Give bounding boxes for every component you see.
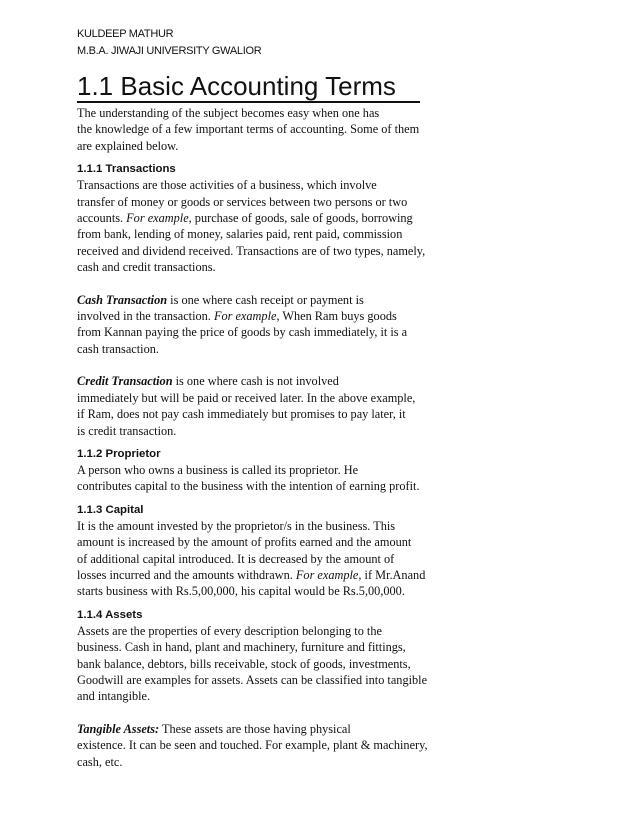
paragraph-line: cash and credit transactions. — [77, 260, 216, 275]
paragraph-line — [77, 721, 577, 737]
paragraph-line: contributes capital to the business with the intention of earning profit. — [77, 479, 420, 494]
text-run: involved in the transaction. — [77, 309, 214, 324]
intro-line: the knowledge of a few important terms of accounting. Some of them — [77, 122, 420, 137]
paragraph-line: received and dividend received. Transactions are of two types, namely, — [77, 243, 426, 258]
paragraph-line: starts business with Rs.5,00,000, his capital would be Rs.5,00,000. — [77, 584, 405, 599]
section-heading-transactions: 1.1.1 Transactions — [77, 163, 176, 176]
intro-paragraph — [77, 105, 577, 154]
intro-line: are explained below. — [77, 138, 179, 153]
assets-paragraph — [77, 623, 577, 705]
example-emphasis: For example, — [126, 211, 192, 226]
section-heading-proprietor: 1.1.2 Proprietor — [77, 447, 161, 460]
intro-line: The understanding of the subject becomes easy when one has — [77, 106, 380, 120]
paragraph-line: if Ram, does not pay cash immediately but promises to pay later, it — [77, 407, 406, 422]
paragraph-line: and intangible. — [77, 689, 151, 704]
paragraph-line: It is the amount invested by the proprietor/s in the business. This — [77, 518, 396, 533]
paragraph-line — [77, 292, 577, 308]
author-affiliation: M.B.A. JIWAJI UNIVERSITY GWALIOR — [77, 45, 262, 57]
paragraph-line: of additional capital introduced. It is decreased by the amount of — [77, 551, 395, 566]
example-emphasis: For example, — [213, 309, 280, 324]
paragraph-line: existence. It can be seen and touched. For example, plant & machinery, — [77, 738, 428, 753]
term-tangible-assets: Tangible Assets: — [77, 721, 160, 736]
text-run: if Mr.Anand — [361, 567, 426, 582]
paragraph-line — [77, 308, 577, 324]
text-run: These assets are those having physical — [159, 721, 351, 736]
paragraph-line: from bank, lending of money, salaries paid, rent paid, commission — [77, 227, 403, 242]
section-heading-capital: 1.1.3 Capital — [77, 503, 144, 516]
paragraph-line — [77, 373, 577, 389]
paragraph-line: is credit transaction. — [77, 423, 177, 438]
paragraph-line: A person who owns a business is called its proprietor. He — [77, 462, 359, 477]
term-cash-transaction: Cash Transaction — [77, 292, 168, 307]
text-run: is one where cash is not involved — [172, 374, 339, 389]
text-run: purchase of goods, sale of goods, borrowing — [191, 211, 413, 226]
author-name: KULDEEP MATHUR — [77, 28, 174, 40]
paragraph-line: immediately but will be paid or received later. In the above example, — [77, 390, 416, 405]
proprietor-paragraph — [77, 462, 577, 495]
transactions-paragraph — [77, 177, 577, 275]
cash-transaction-paragraph — [77, 292, 577, 358]
paragraph-line: cash, etc. — [77, 754, 123, 769]
text-run: When Ram buys goods — [279, 309, 397, 324]
credit-transaction-paragraph — [77, 373, 577, 439]
paragraph-line: bank balance, debtors, bills receivable, stock of goods, investments, — [77, 656, 411, 671]
paragraph-line — [77, 210, 577, 226]
paragraph-line: Goodwill are examples for assets. Assets can be classified into tangible — [77, 672, 428, 687]
document-page — [77, 26, 577, 770]
paragraph-line — [77, 567, 577, 583]
section-heading-assets: 1.1.4 Assets — [77, 608, 143, 621]
text-run: is one where cash receipt or payment is — [167, 292, 364, 307]
paragraph-line: transfer of money or goods or services between two persons or two — [77, 194, 408, 209]
paragraph-line: from Kannan paying the price of goods by cash immediately, it is a — [77, 325, 408, 340]
paragraph-line: business. Cash in hand, plant and machinery, furniture and fittings, — [77, 640, 406, 655]
paragraph-line: Transactions are those activities of a business, which involve — [77, 178, 377, 193]
tangible-assets-paragraph — [77, 721, 577, 770]
example-emphasis: For example, — [295, 567, 362, 582]
paragraph-line: amount is increased by the amount of profits earned and the amount — [77, 535, 412, 550]
paragraph-line: Assets are the properties of every description belonging to the — [77, 623, 382, 638]
paragraph-line: cash transaction. — [77, 341, 159, 356]
term-credit-transaction: Credit Transaction — [77, 374, 173, 389]
capital-paragraph — [77, 518, 577, 600]
text-run: accounts. — [77, 211, 127, 226]
text-run: losses incurred and the amounts withdrawn. — [77, 567, 296, 582]
page-title: 1.1 Basic Accounting Terms — [77, 71, 420, 103]
